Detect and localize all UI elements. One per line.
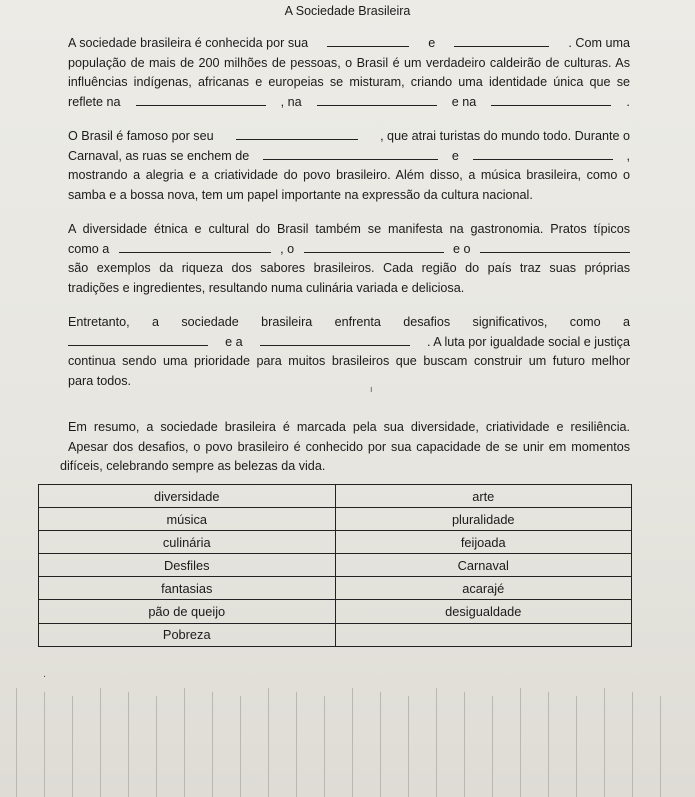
p2-line-4: samba e a bossa nova, tem um papel importante na expressão da cultura nacional. (68, 187, 533, 202)
table-cell: Desfiles (39, 554, 336, 577)
p1-text-4b: , na (280, 94, 302, 109)
blank-field[interactable] (454, 36, 549, 47)
p1-text-4a: reflete na (68, 94, 121, 109)
table-cell: arte (335, 485, 632, 508)
p4-line-4: para todos. (68, 373, 132, 388)
notebook-line (492, 696, 493, 797)
p5-line-2: Apesar dos desafios, o povo brasileiro é conhecido por sua capacidade de se unir em momentos (68, 439, 630, 454)
blank-field[interactable] (491, 95, 611, 106)
blank-field[interactable] (136, 95, 266, 106)
p1-line-2: população de mais de 200 milhões de pessoas, o Brasil é um verdadeiro caldeirão de culturas. As (68, 55, 630, 70)
p1-text-1c: . Com uma (568, 36, 630, 50)
p1-text-1b: e (428, 36, 436, 50)
p4-text-2b: . A luta por igualdade social e justiça (426, 334, 630, 349)
notebook-line (408, 696, 409, 797)
p3-text-2c: e o (453, 241, 471, 256)
p5-line-1: Em resumo, a sociedade brasileira é marcada pela sua diversidade, criatividade e resiliência. (68, 420, 630, 434)
notebook-line (72, 696, 73, 797)
notebook-line (436, 688, 437, 797)
notebook-lines (0, 678, 695, 797)
notebook-line (604, 688, 605, 797)
p2-text-1a: O Brasil é famoso por seu (68, 129, 214, 143)
notebook-line (352, 688, 353, 797)
blank-field[interactable] (480, 242, 630, 253)
page-title: A Sociedade Brasileira (284, 4, 411, 18)
blank-field[interactable] (236, 129, 358, 140)
paragraph-3 (68, 220, 630, 298)
p3-line-3: são exemplos da riqueza dos sabores brasileiros. Cada região do país traz suas próprias (68, 261, 630, 276)
blank-field[interactable] (68, 335, 208, 346)
blank-field[interactable] (304, 242, 444, 253)
blank-field[interactable] (263, 149, 438, 160)
p1-line-1 (68, 34, 630, 54)
p5-line-3: difíceis, celebrando sempre as belezas da vida. (60, 459, 326, 474)
notebook-line (212, 692, 213, 797)
stray-dot: . (43, 668, 47, 680)
p3-line-4: tradições e ingredientes, resultando numa culinária variada e deliciosa. (68, 280, 465, 295)
table-row (39, 508, 632, 531)
p1-text-1a: A sociedade brasileira é conhecida por sua (68, 36, 309, 50)
notebook-line (548, 692, 549, 797)
table-cell: fantasias (39, 577, 336, 600)
p1-text-4d: . (626, 94, 630, 109)
notebook-line (324, 696, 325, 797)
paragraph-1 (68, 34, 630, 112)
table-row (39, 485, 632, 508)
p3-text-2a: como a (68, 241, 110, 256)
notebook-line (128, 692, 129, 797)
notebook-line (240, 696, 241, 797)
p2-text-2a: Carnaval, as ruas se enchem de (68, 148, 250, 163)
p1-line-3: influências indígenas, africanas e europeias se misturam, criando uma identidade única que se (68, 75, 630, 90)
table-cell: culinária (39, 531, 336, 554)
notebook-line (464, 692, 465, 797)
paragraph-2 (68, 127, 630, 205)
blank-field[interactable] (327, 36, 409, 47)
table-cell: feijoada (335, 531, 632, 554)
notebook-line (156, 696, 157, 797)
p3-text-2b: , o (280, 241, 295, 256)
notebook-line (100, 688, 101, 797)
blank-field[interactable] (119, 242, 271, 253)
notebook-line (380, 692, 381, 797)
p4-line-1: Entretanto, a sociedade brasileira enfrenta desafios significativos, como a (68, 315, 630, 329)
table-cell: Carnaval (335, 554, 632, 577)
blank-field[interactable] (473, 149, 613, 160)
notebook-line (660, 696, 661, 797)
p3-line-2 (68, 240, 630, 260)
p4-line-2 (68, 333, 630, 353)
p2-line-3: mostrando a alegria e a criatividade do povo brasileiro. Além disso, a música brasileira, como o (68, 168, 630, 183)
table-cell: desigualdade (335, 600, 632, 623)
table-cell: Pobreza (39, 623, 336, 646)
table-cell: pão de queijo (39, 600, 336, 623)
table-row (39, 623, 632, 646)
notebook-line (268, 688, 269, 797)
table-cell: acarajé (335, 577, 632, 600)
table-cell: música (39, 508, 336, 531)
word-bank-table (38, 484, 632, 647)
table-row (39, 531, 632, 554)
notebook-line (16, 688, 17, 797)
p4-line-3: continua sendo uma prioridade para muitos brasileiros que buscam construir um futuro melhor (68, 354, 630, 369)
p2-text-2b: e (451, 148, 459, 163)
table-cell: diversidade (39, 485, 336, 508)
p2-line-2 (68, 147, 630, 167)
notebook-line (296, 692, 297, 797)
notebook-line (632, 692, 633, 797)
table-cell: pluralidade (335, 508, 632, 531)
paragraph-5 (60, 418, 630, 477)
p2-line-1 (68, 127, 630, 147)
word-bank (38, 484, 632, 647)
p4-text-2a: e a (225, 334, 243, 349)
blank-field[interactable] (260, 335, 410, 346)
notebook-line (520, 688, 521, 797)
notebook-line (44, 692, 45, 797)
notebook-line (576, 696, 577, 797)
stray-mark: ı (370, 384, 373, 394)
table-cell (335, 623, 632, 646)
p2-text-1b: , que atrai turistas do mundo todo. Durante o (380, 129, 630, 143)
p1-line-4 (68, 93, 630, 113)
table-row (39, 577, 632, 600)
paragraph-4 (68, 313, 630, 391)
p1-text-4c: e na (451, 94, 477, 109)
table-row (39, 554, 632, 577)
p2-text-2c: , (626, 148, 630, 163)
notebook-line (184, 688, 185, 797)
blank-field[interactable] (317, 95, 437, 106)
table-row (39, 600, 632, 623)
p3-line-1: A diversidade étnica e cultural do Brasil também se manifesta na gastronomia. Pratos típicos (68, 222, 630, 236)
